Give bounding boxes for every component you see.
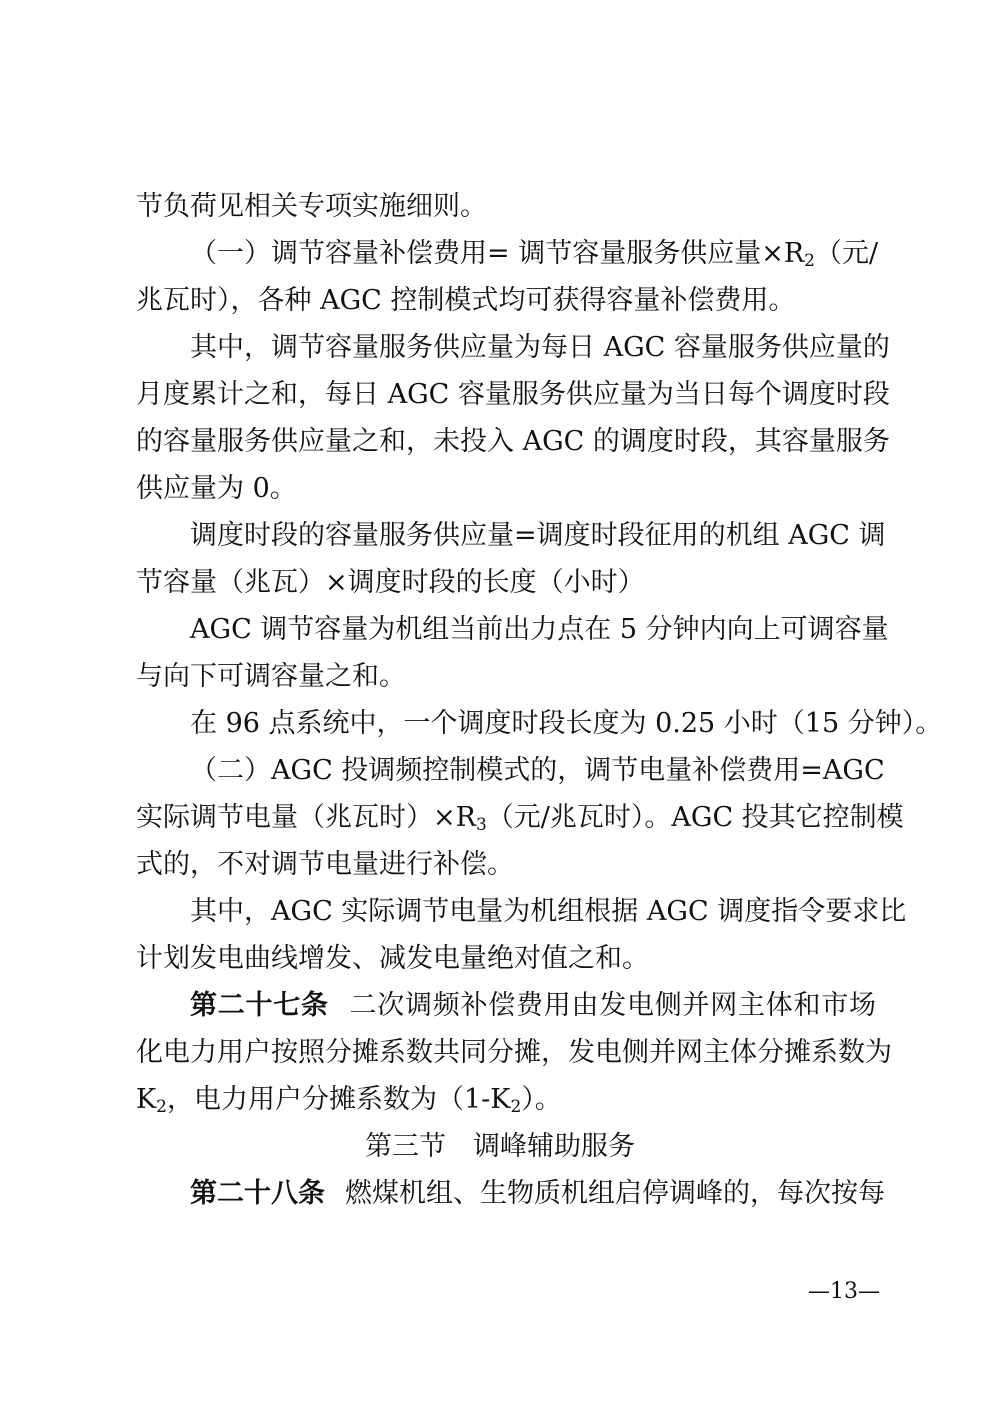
paragraph-line: AGC 调节容量为机组当前出力点在 5 分钟内向上可调容量 bbox=[190, 614, 889, 645]
article-line: 第二十八条 燃煤机组、生物质机组启停调峰的，每次按每 bbox=[190, 1178, 885, 1209]
article-number: 第二十七条 bbox=[190, 990, 329, 1021]
paragraph-line: 供应量为 0。 bbox=[136, 473, 297, 504]
paragraph-line: 化电力用户按照分摊系数共同分摊，发电侧并网主体分摊系数为 bbox=[136, 1037, 892, 1068]
paragraph-line: 与向下可调容量之和。 bbox=[136, 661, 406, 692]
paragraph-line: 调度时段的容量服务供应量=调度时段征用的机组 AGC 调 bbox=[190, 520, 886, 551]
paragraph-line: 在 96 点系统中，一个调度时段长度为 0.25 小时（15 分钟）。 bbox=[190, 708, 943, 739]
paragraph-line: 的容量服务供应量之和，未投入 AGC 的调度时段，其容量服务 bbox=[136, 426, 890, 457]
paragraph-line: 计划发电曲线增发、减发电量绝对值之和。 bbox=[136, 943, 649, 974]
paragraph-line: 节容量（兆瓦）×调度时段的长度（小时） bbox=[136, 567, 645, 598]
paragraph-line: 实际调节电量（兆瓦时）$\times R_3$（元/兆瓦时）。AGC 投其它控制模 bbox=[136, 802, 904, 835]
paragraph-line: 月度累计之和，每日 AGC 容量服务供应量为当日每个调度时段 bbox=[136, 379, 890, 410]
paragraph-line: 其中，调节容量服务供应量为每日 AGC 容量服务供应量的 bbox=[190, 332, 890, 363]
page-number: —13— bbox=[808, 1279, 880, 1304]
article-line: 第二十七条 二次调频补偿费用由发电侧并网主体和市场 bbox=[190, 990, 876, 1021]
paragraph-line: $K_2$，电力用户分摊系数为$(1-K_2)$。 bbox=[136, 1084, 562, 1117]
paragraph-line: 兆瓦时），各种 AGC 控制模式均可获得容量补偿费用。 bbox=[136, 285, 796, 316]
paragraph-line: 节负荷见相关专项实施细则。 bbox=[136, 191, 487, 222]
paragraph-line: 其中，AGC 实际调节电量为机组根据 AGC 调度指令要求比 bbox=[190, 896, 907, 927]
section-heading: 第三节 调峰辅助服务 bbox=[365, 1131, 635, 1162]
paragraph-line: （一）调节容量补偿费用= 调节容量服务供应量$\times R_2$（元/ bbox=[190, 238, 879, 271]
article-number: 第二十八条 bbox=[190, 1178, 325, 1209]
paragraph-line: 式的，不对调节电量进行补偿。 bbox=[136, 849, 514, 880]
paragraph-line: （二）AGC 投调频控制模式的，调节电量补偿费用=AGC bbox=[190, 755, 885, 786]
